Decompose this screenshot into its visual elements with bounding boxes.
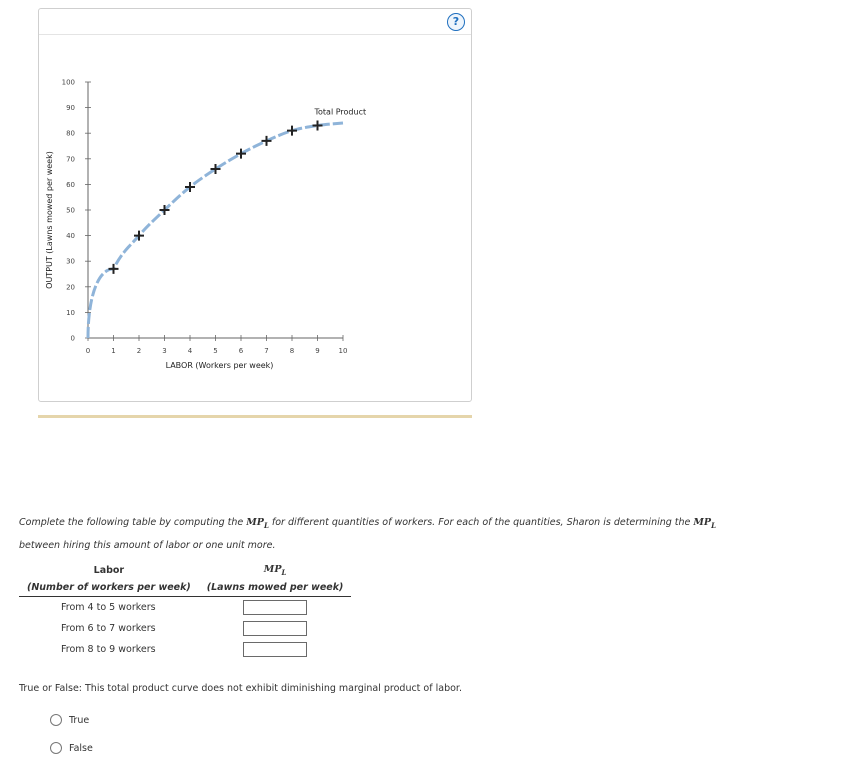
x-tick-label: 9 <box>315 347 320 355</box>
data-point-marker <box>262 136 272 146</box>
row-label: From 8 to 9 workers <box>61 644 156 655</box>
mpl-table <box>19 562 351 660</box>
x-tick-label: 4 <box>187 347 193 355</box>
row-label: From 4 to 5 workers <box>61 602 156 613</box>
total-product-chart <box>39 9 471 401</box>
y-tick-label: 60 <box>66 180 75 189</box>
radio-option-true[interactable] <box>50 714 89 726</box>
radio-button-false[interactable] <box>50 742 62 754</box>
mpl-symbol-subscript: L <box>263 520 269 530</box>
mpl-cell <box>199 597 352 619</box>
instructions-text <box>19 513 719 556</box>
instructions-part-2: for different quantities of workers. For each of the quantities, Sharon is determining the <box>268 517 694 528</box>
radio-button-true[interactable] <box>50 714 62 726</box>
x-tick-label: 0 <box>85 347 91 355</box>
data-point-marker <box>287 126 297 136</box>
table-header-row <box>19 562 351 579</box>
y-tick-label: 70 <box>66 155 75 164</box>
chart-panel <box>38 8 472 402</box>
mpl-symbol-main: MP <box>693 517 712 528</box>
x-tick-label: 6 <box>238 347 244 355</box>
instructions-part-1: Complete the following table by computing the <box>19 517 247 528</box>
total-product-curve <box>88 123 343 338</box>
row-label: From 6 to 7 workers <box>61 623 156 634</box>
x-tick-label: 10 <box>338 347 348 355</box>
data-point-marker <box>109 264 119 274</box>
y-tick-label: 90 <box>66 104 75 113</box>
mpl-input-8-to-9[interactable] <box>243 642 307 657</box>
mpl-column-title <box>199 562 352 579</box>
mpl-cell <box>199 639 352 660</box>
mpl-input-4-to-5[interactable] <box>243 600 307 615</box>
y-tick-label: 50 <box>66 206 75 215</box>
mpl-symbol-2 <box>693 517 716 528</box>
mpl-column-subtitle: (Lawns mowed per week) <box>199 579 352 597</box>
x-axis-title: LABOR (Workers per week) <box>165 361 274 370</box>
x-tick-label: 3 <box>162 347 167 355</box>
radio-option-false[interactable] <box>50 742 93 754</box>
radio-label-true: True <box>69 714 90 726</box>
y-axis-title: OUTPUT (Lawns mowed per week) <box>45 151 54 289</box>
y-tick-label: 0 <box>70 334 75 343</box>
table-row <box>19 639 351 660</box>
y-tick-label: 30 <box>66 257 75 266</box>
true-false-question: True or False: This total product curve does not exhibit diminishing marginal product of labor. <box>19 683 462 694</box>
table-subheader-row <box>19 579 351 597</box>
series-label-total-product: Total Product <box>314 107 367 117</box>
x-tick-label: 5 <box>213 347 218 355</box>
table-row <box>19 618 351 639</box>
y-tick-label: 10 <box>66 308 75 317</box>
section-divider <box>38 415 472 418</box>
labor-column-title: Labor <box>93 565 125 576</box>
y-tick-label: 100 <box>61 78 75 87</box>
help-button[interactable]: ? <box>447 13 465 31</box>
y-tick-label: 20 <box>66 283 75 292</box>
x-tick-label: 1 <box>111 347 116 355</box>
mpl-symbol-1 <box>246 517 269 528</box>
x-tick-label: 2 <box>136 347 142 355</box>
y-tick-label: 40 <box>66 232 75 241</box>
y-tick-label: 80 <box>66 129 75 138</box>
mpl-input-6-to-7[interactable] <box>243 621 307 636</box>
mpl-cell <box>199 618 352 639</box>
mpl-title-subscript: L <box>281 567 287 577</box>
data-point-marker <box>313 121 323 131</box>
mpl-symbol-main: MP <box>246 517 264 528</box>
mpl-symbol-subscript: L <box>711 520 716 530</box>
x-tick-label: 7 <box>264 347 269 355</box>
radio-label-false: False <box>69 742 93 754</box>
mpl-title-main: MP <box>263 564 282 576</box>
x-tick-label: 8 <box>289 347 295 355</box>
table-row <box>19 597 351 619</box>
labor-column-subtitle: (Number of workers per week) <box>19 579 199 597</box>
instructions-part-3: between hiring this amount of labor or one unit more. <box>19 539 276 551</box>
